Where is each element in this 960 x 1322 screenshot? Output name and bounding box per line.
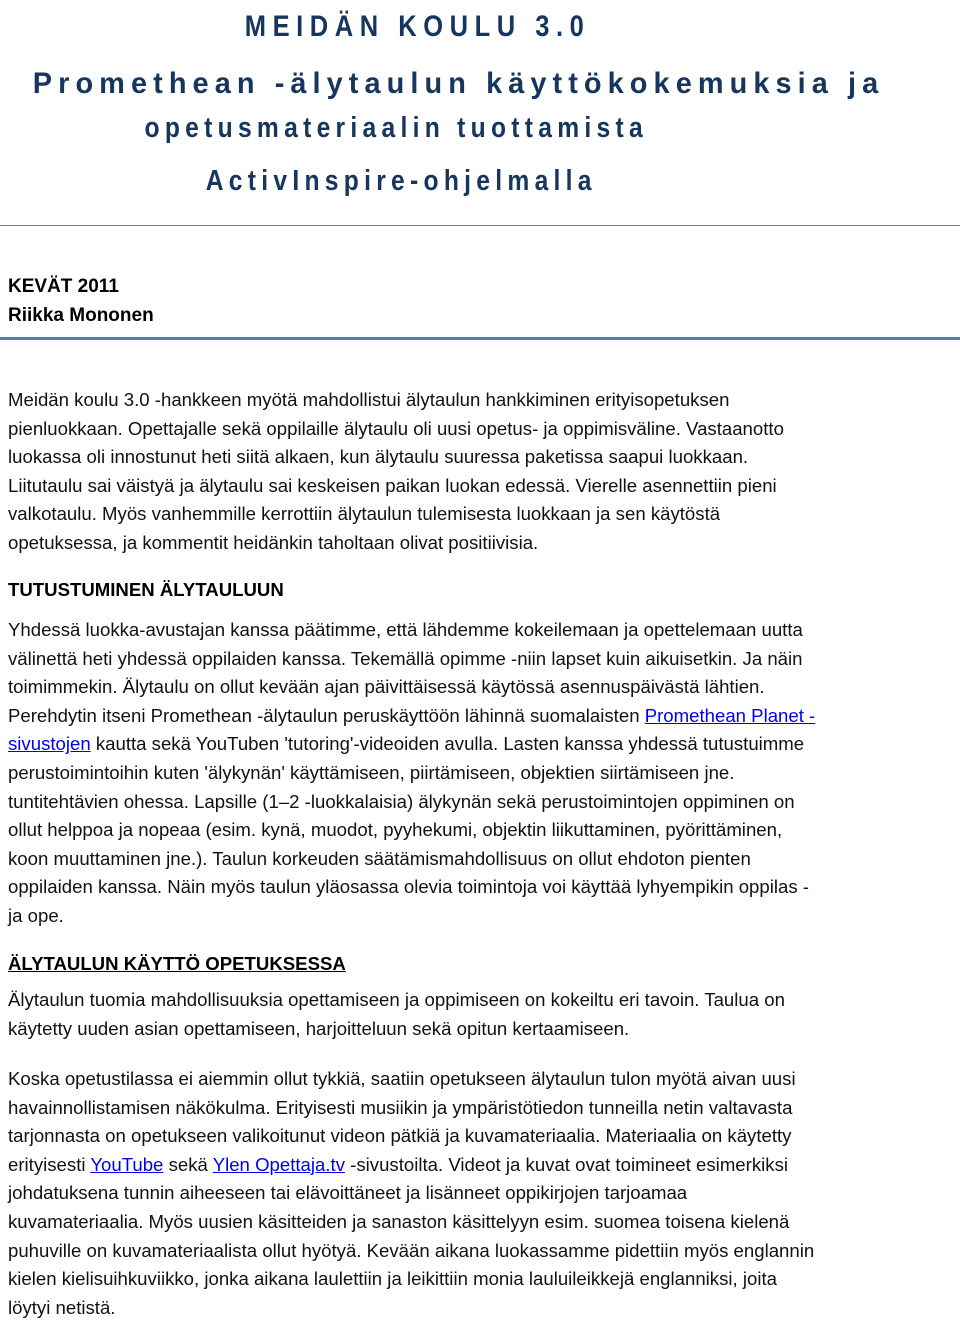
- title-divider: [0, 225, 960, 226]
- text-line: perustoimintoihin kuten 'älykynän' käyttämiseen, piirtämiseen, objektien siirtämiseen jne.: [8, 761, 735, 783]
- text-line: kielen kielisuihkuviikko, jonka aikana laulettiin ja leikittiin monia lauluileikkejä englanniksi, joita: [8, 1268, 777, 1290]
- title-line-3: opetusmateriaalin tuottamista: [144, 112, 648, 144]
- text-segment: kautta sekä YouTuben 'tutoring'-videoiden avulla. Lasten kanssa yhdessä tutustuimme: [90, 733, 805, 755]
- text-line: pienluokkaan. Opettajalle sekä oppilaille älytaulu oli uusi opetus- ja oppimisväline. Vastaanotto: [8, 417, 784, 439]
- season-label: KEVÄT 2011: [8, 276, 119, 297]
- text-segment: sekä: [163, 1153, 213, 1175]
- text-line: puhuville on kuvamateriaalista ollut hyötyä. Kevään aikana luokassamme pidettiin myös englannin: [8, 1239, 815, 1261]
- text-segment: -sivustoilta. Videot ja kuvat ovat toimineet esimerkiksi: [345, 1153, 788, 1175]
- text-line: toimimmekin. Älytaulu on ollut kevään ajan päivittäisessä käytössä asennuspäivästä lähtien.: [8, 676, 765, 698]
- text-line: tuntitehtävien ohessa. Lapsille (1–2 -luokkalaisia) älykynän sekä perustoimintojen oppiminen on: [8, 790, 795, 812]
- text-line: ollut helppoa ja nopeaa (esim. kynä, muodot, pyyhekumi, objektin liikuttaminen, pyörittäminen,: [8, 819, 783, 841]
- text-line: koon muuttaminen jne.). Taulun korkeuden säätämismahdollisuus on ollut ehdoton pienten: [8, 847, 751, 869]
- text-line: [8, 1151, 958, 1180]
- text-line: Meidän koulu 3.0 -hankkeen myötä mahdollistui älytaulun hankkiminen erityisopetuksen: [8, 389, 730, 410]
- text-line: Liitutaulu sai väistyä ja älytaulu sai keskeisen paikan luokan edessä. Vierelle asennettiin pieni: [8, 474, 777, 496]
- text-line: [8, 730, 958, 759]
- text-segment: erityisesti: [8, 1153, 91, 1175]
- section2-paragraph-2: [8, 1065, 958, 1322]
- title-line-1: MEIDÄN KOULU 3.0: [244, 10, 591, 43]
- text-line: tarjonnasta on opetukseen valikoitunut videon pätkiä ja kuvamateriaalia. Materiaalia on käytetty: [8, 1125, 792, 1147]
- section1-paragraph: [8, 616, 958, 931]
- text-line: Älytaulun tuomia mahdollisuuksia opettamiseen ja oppimiseen on kokeiltu eri tavoin. Taulua on: [8, 989, 785, 1010]
- text-line: havainnollistamisen näkökulma. Erityisesti musiikin ja ympäristötiedon tunneilla netin valtavasta: [8, 1096, 793, 1118]
- promethean-planet-link-cont[interactable]: sivustojen: [8, 733, 91, 755]
- meta-divider: [0, 337, 960, 340]
- text-line: valkotaulu. Myös vanhemmille kerrottiin älytaulun tulemisesta luokkaan ja sen käytöstä: [8, 503, 721, 525]
- youtube-link[interactable]: YouTube: [90, 1153, 164, 1175]
- text-line: opetuksessa, ja kommentit heidänkin taholtaan olivat positiivisia.: [8, 531, 539, 553]
- section2-paragraph-1: [8, 986, 958, 1043]
- text-line: käytetty uuden asian opettamiseen, harjoitteluun sekä opitun kertaamiseen.: [8, 1017, 630, 1039]
- text-line: Koska opetustilassa ei aiemmin ollut tykkiä, saatiin opetukseen älytaulun tulon myötä aivan uusi: [8, 1068, 796, 1089]
- title-line-4: ActivInspire-ohjelmalla: [205, 165, 597, 197]
- text-segment: Perehdytin itseni Promethean -älytaulun peruskäyttöön lähinnä suomalaisten: [8, 704, 645, 726]
- ylen-opettaja-link[interactable]: Ylen Opettaja.tv: [212, 1153, 345, 1175]
- text-line: kuvamateriaalia. Myös uusien käsitteiden ja sanaston käsittelyyn esim. suomea toisena kielenä: [8, 1210, 790, 1232]
- text-line: välinettä heti yhdessä oppilaiden kanssa. Tekemällä opimme -niin lapset kuin aikuisetkin. Ja näin: [8, 647, 803, 669]
- section-heading-tutustuminen: TUTUSTUMINEN ÄLYTAULUUN: [8, 579, 284, 600]
- text-line: luokassa oli innostunut heti siitä alkaen, kun älytaulu suuressa paketissa saapui luokkaan.: [8, 446, 749, 468]
- text-line: Yhdessä luokka-avustajan kanssa päätimme, että lähdemme kokeilemaan ja opettelemaan uutta: [8, 619, 803, 640]
- text-line: johdatuksena tunnin aiheeseen tai elävoittäneet ja lisänneet oppikirjojen tarjoamaa: [8, 1182, 688, 1204]
- intro-paragraph: [8, 386, 958, 558]
- title-line-2: Promethean -älytaulun käyttökokemuksia ja: [32, 67, 885, 100]
- section-heading-kaytto: ÄLYTAULUN KÄYTTÖ OPETUKSESSA: [8, 953, 346, 974]
- promethean-planet-link[interactable]: Promethean Planet -: [644, 704, 816, 726]
- text-line: oppilaiden kanssa. Näin myös taulun yläosassa olevia toimintoja voi käyttää lyhyempikin oppilas -: [8, 876, 809, 898]
- author-name: Riikka Mononen: [8, 305, 154, 326]
- text-line: löytyi netistä.: [8, 1296, 116, 1318]
- text-line: [8, 702, 958, 731]
- text-line: ja ope.: [8, 904, 64, 926]
